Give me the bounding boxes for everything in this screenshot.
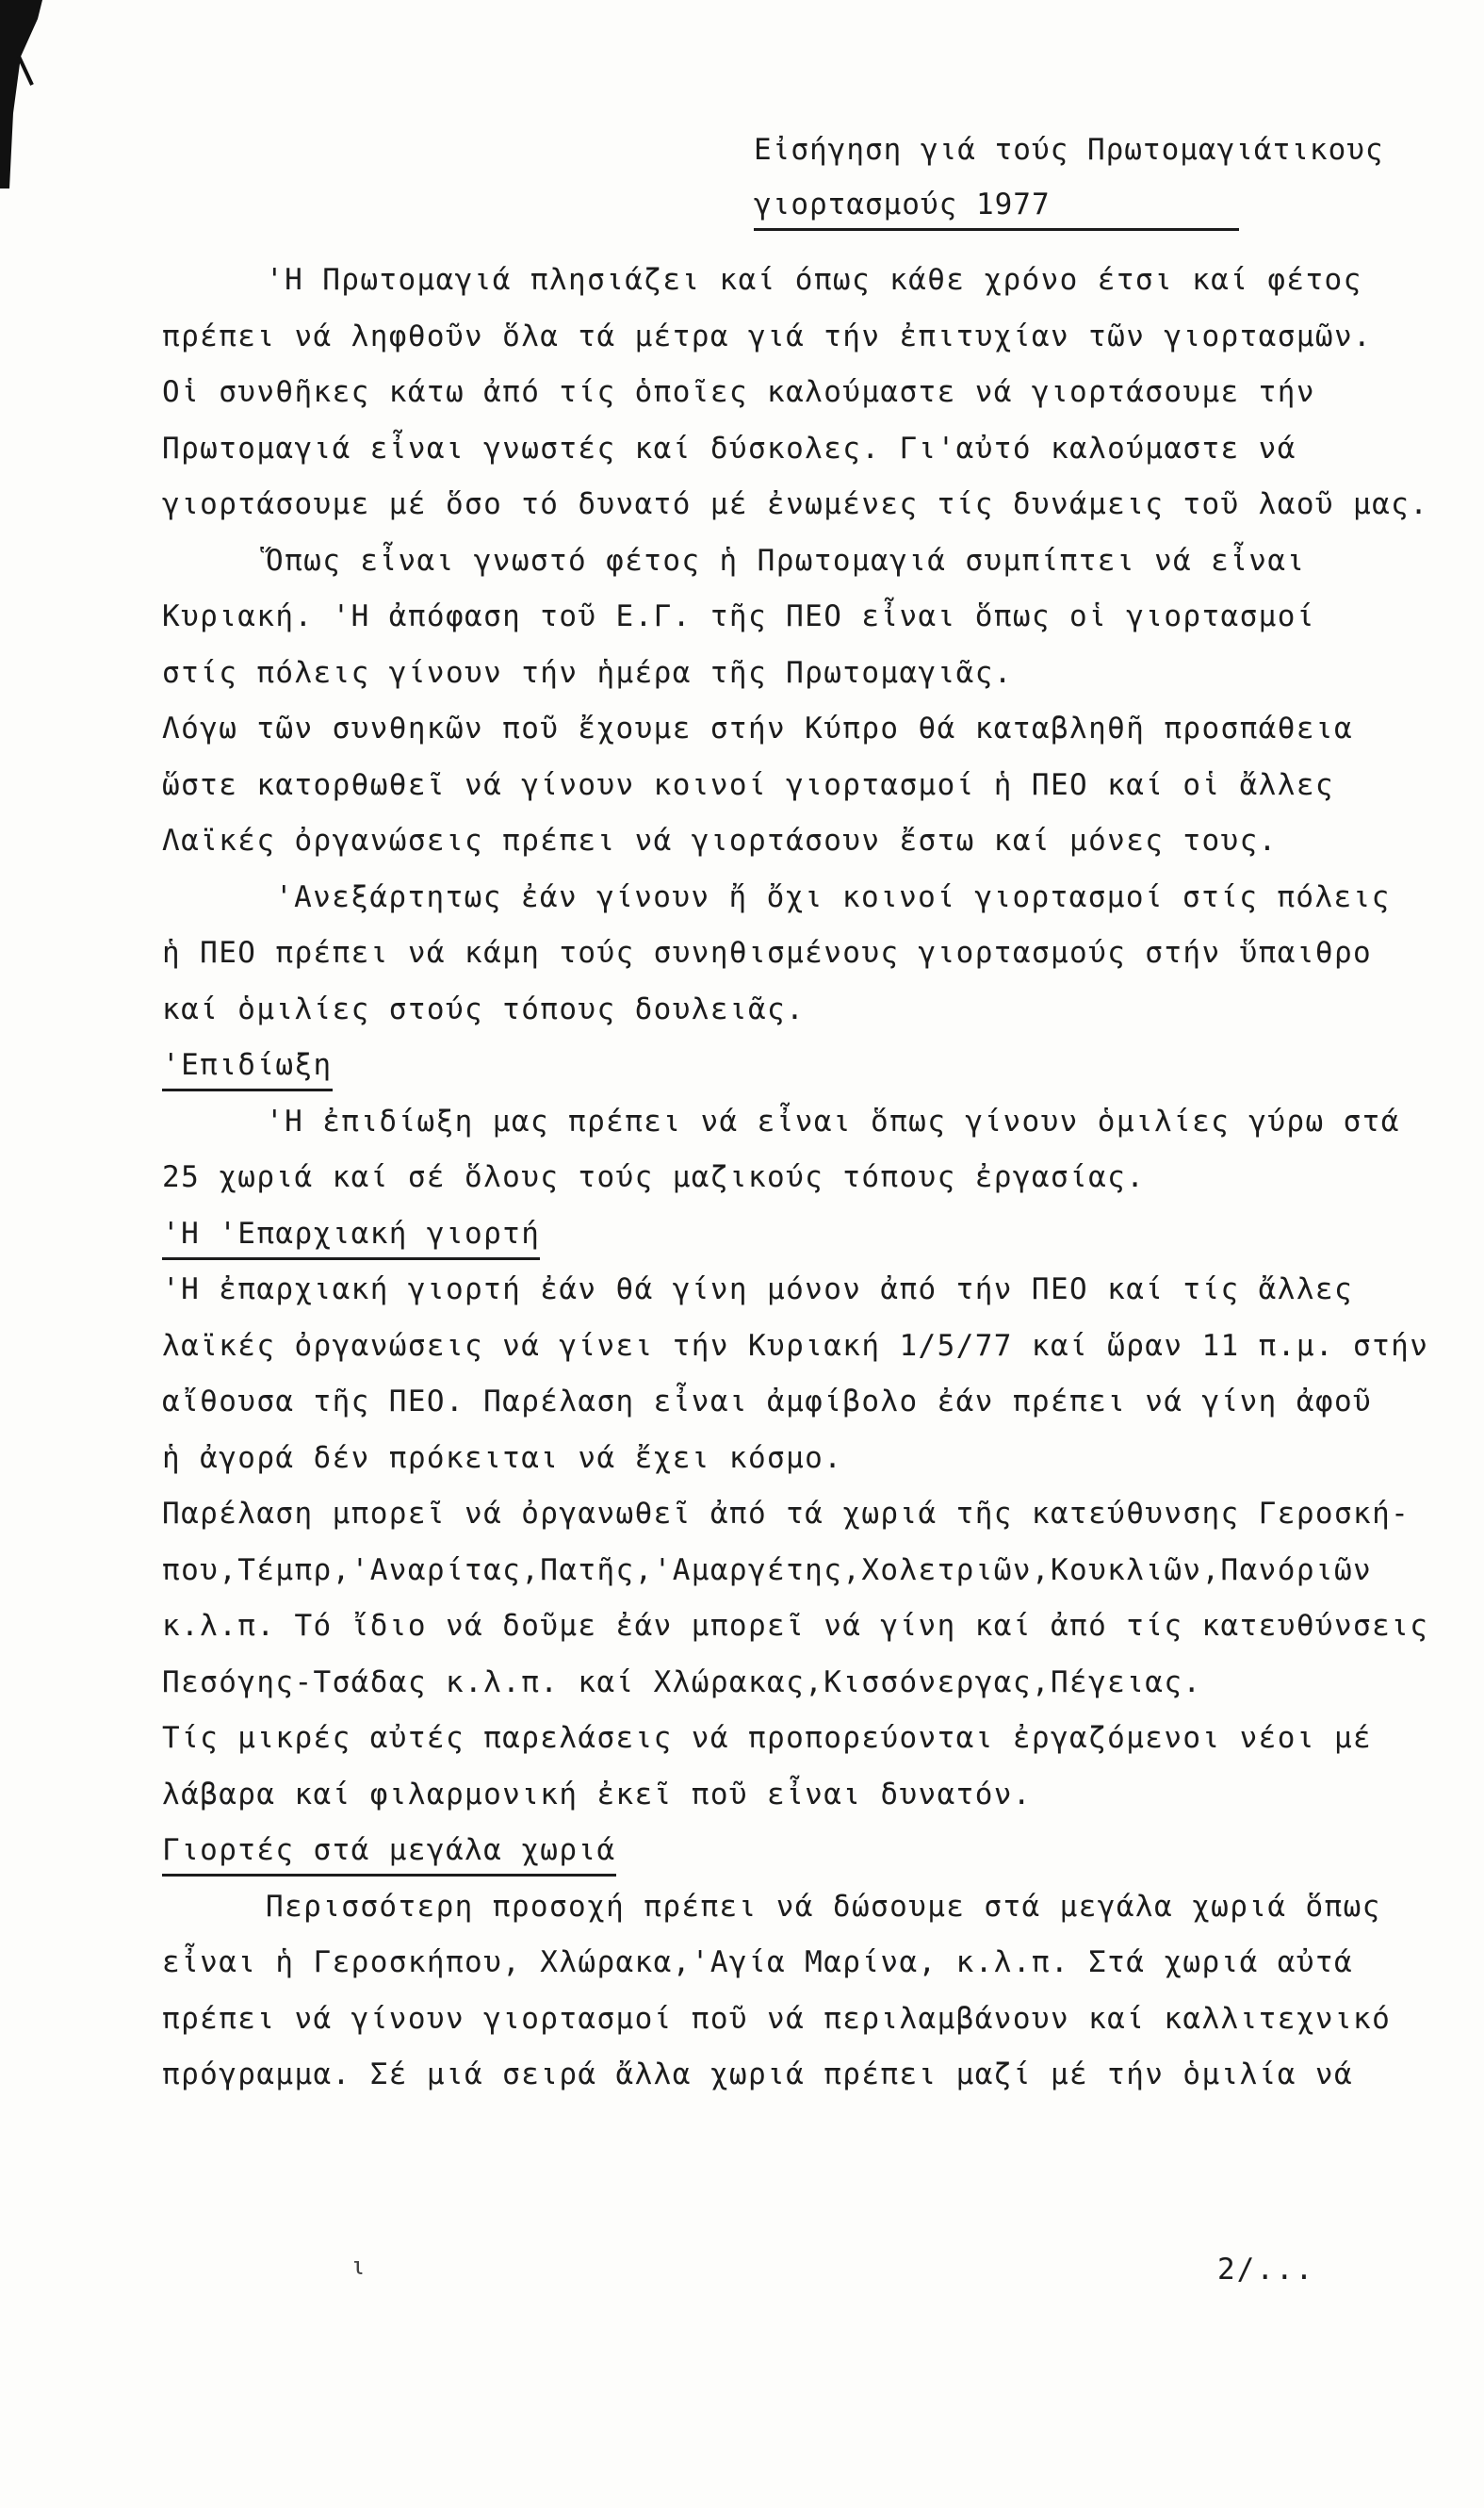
text-line: λαϊκές ὀργανώσεις νά γίνει τήν Κυριακή 1/5/77 καί ὥραν 11 π.μ. στήν [162, 1328, 1429, 1363]
text-line: αἴθουσα τῆς ΠΕΟ. Παρέλαση εἶναι ἀμφίβολο ἐάν πρέπει νά γίνη ἀφοῦ [162, 1385, 1373, 1418]
text-line: 'Ανεξάρτητως ἐάν γίνουν ἤ ὄχι κοινοί γιορτασμοί στίς πόλεις [275, 879, 1391, 914]
section-heading-pursuit: 'Επιδίωξη [162, 1041, 333, 1091]
text-line: καί ὁμιλίες στούς τόπους δουλειᾶς. [162, 992, 806, 1026]
text-line: Πεσόγης-Τσάδας κ.λ.π. καί Χλώρακας,Κισσόνεργας,Πέγειας. [162, 1664, 1202, 1699]
text-line: Οἱ συνθῆκες κάτω ἀπό τίς ὁποῖες καλούμαστε νά γιορτάσουμε τήν [162, 375, 1315, 409]
section-heading-large-villages: Γιορτές στά μεγάλα χωριά [162, 1827, 616, 1877]
text-line: 'Η ἐπιδίωξη μας πρέπει νά εἶναι ὅπως γίνουν ὁμιλίες γύρω στά [266, 1104, 1400, 1139]
text-line: στίς πόλεις γίνουν τήν ἡμέρα τῆς Πρωτομαγιᾶς. [162, 655, 1013, 690]
text-line: ἡ ἀγορά δέν πρόκειται νά ἔχει κόσμο. [162, 1440, 843, 1475]
scan-speck: ι [351, 2253, 366, 2281]
text-line: εἶναι ἡ Γεροσκήπου, Χλώρακα,'Αγία Μαρίνα, κ.λ.π. Στά χωριά αὐτά [162, 1945, 1354, 1979]
text-line: Λαϊκές ὀργανώσεις πρέπει νά γιορτάσουν ἔστω καί μόνες τους. [162, 824, 1278, 858]
document-header [754, 123, 1413, 232]
section-heading-district-celebration: 'Η 'Επαρχιακή γιορτή [162, 1210, 540, 1260]
scan-corner-mark [0, 0, 57, 189]
text-line: που,Τέμπρ,'Αναρίτας,Πατῆς,'Αμαργέτης,Χολετριῶν,Κουκλιῶν,Πανόριῶν [162, 1552, 1373, 1587]
text-line: Τίς μικρές αὐτές παρελάσεις νά προπορεύονται ἐργαζόμενοι νέοι μέ [162, 1721, 1373, 1755]
text-line: 25 χωριά καί σέ ὅλους τούς μαζικούς τόπους ἐργασίας. [162, 1160, 1146, 1194]
text-line: Ὅπως εἶναι γνωστό φέτος ἡ Πρωτομαγιά συμπίπτει νά εἶναι [266, 543, 1306, 578]
text-line: Πρωτομαγιά εἶναι γνωστές καί δύσκολες. Γι'αὐτό καλούμαστε νά [162, 431, 1296, 466]
text-line: πρέπει νά ληφθοῦν ὅλα τά μέτρα γιά τήν ἐπιτυχίαν τῶν γιορτασμῶν. [162, 319, 1373, 353]
text-line: 'Η ἐπαρχιακή γιορτή ἐάν θά γίνη μόνον ἀπό τήν ΠΕΟ καί τίς ἄλλες [162, 1272, 1354, 1306]
document-body [162, 253, 1443, 2104]
text-line: ἡ ΠΕΟ πρέπει νά κάμη τούς συνηθισμένους γιορτασμούς στήν ὕπαιθρο [162, 936, 1373, 970]
text-line: ὥστε κατορθωθεῖ νά γίνουν κοινοί γιορτασμοί ἡ ΠΕΟ καί οἱ ἄλλες [162, 767, 1334, 802]
header-subtitle: γιορτασμούς 1977 [754, 181, 1239, 231]
text-line: Περισσότερη προσοχή πρέπει νά δώσουμε στά μεγάλα χωριά ὅπως [266, 1889, 1381, 1924]
text-line: 'Η Πρωτομαγιά πλησιάζει καί όπως κάθε χρόνο έτσι καί φέτος [266, 263, 1362, 297]
text-line: λάβαρα καί φιλαρμονική ἐκεῖ ποῦ εἶναι δυνατόν. [162, 1777, 1032, 1811]
header-title: Εἰσήγηση γιά τούς Πρωτομαγιάτικους [754, 133, 1384, 167]
text-line: γιορτάσουμε μέ ὅσο τό δυνατό μέ ἐνωμένες τίς δυνάμεις τοῦ λαοῦ μας. [162, 487, 1429, 521]
text-line: Κυριακή. 'Η ἀπόφαση τοῦ Ε.Γ. τῆς ΠΕΟ εἶναι ὅπως οἱ γιορτασμοί [162, 599, 1315, 633]
text-line: πρέπει νά γίνουν γιορτασμοί ποῦ νά περιλαμβάνουν καί καλλιτεχνικό [162, 2001, 1392, 2036]
text-line: Παρέλαση μπορεῖ νά ὀργανωθεῖ ἀπό τά χωριά τῆς κατεύθυνσης Γεροσκή- [162, 1497, 1411, 1531]
page-continuation: 2/... [1217, 2253, 1315, 2287]
text-line: πρόγραμμα. Σέ μιά σειρά ἄλλα χωριά πρέπει μαζί μέ τήν ὁμιλία νά [162, 2057, 1354, 2091]
text-line: κ.λ.π. Τό ἴδιο νά δοῦμε ἐάν μπορεῖ νά γίνη καί ἀπό τίς κατευθύνσεις [162, 1609, 1429, 1643]
text-line: Λόγω τῶν συνθηκῶν ποῦ ἔχουμε στήν Κύπρο θά καταβληθῆ προσπάθεια [162, 712, 1354, 746]
